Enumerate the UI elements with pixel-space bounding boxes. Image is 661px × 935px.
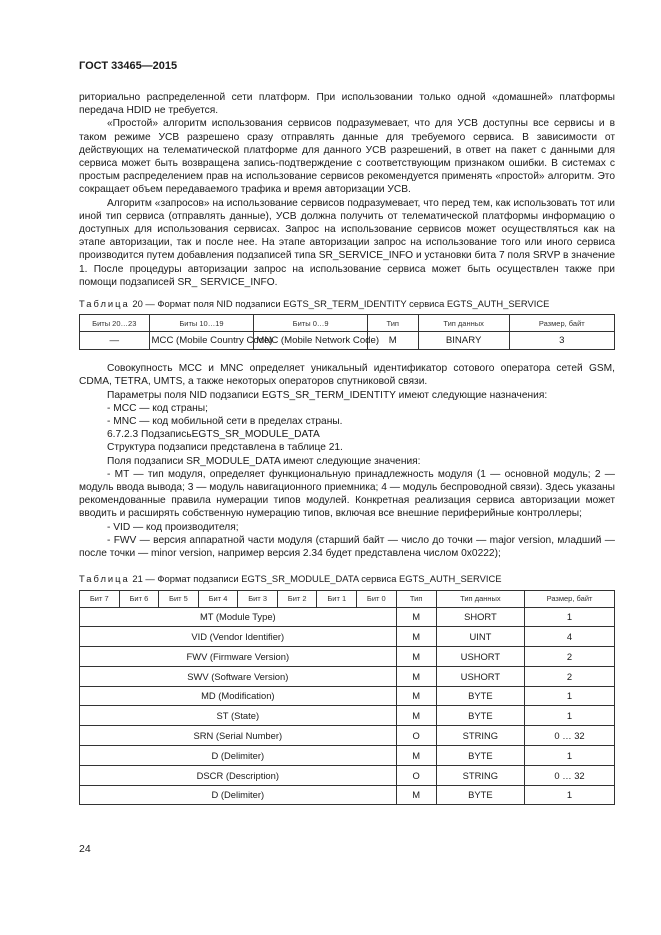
- table-cell: 1: [525, 706, 615, 726]
- table-cell: O: [396, 765, 436, 785]
- section-heading: 6.7.2.3 ПодзаписьEGTS_SR_MODULE_DATA: [107, 429, 320, 441]
- table-cell: VID (Vendor Identifier): [80, 627, 397, 647]
- list-item: - MCC — код страны;: [107, 402, 208, 414]
- column-header: Бит 4: [198, 590, 238, 607]
- table-cell: MD (Modification): [80, 686, 397, 706]
- document-header: ГОСТ 33465—2015: [79, 60, 178, 72]
- column-header: Бит 6: [119, 590, 159, 607]
- column-header: Бит 0: [357, 590, 397, 607]
- table-cell: 1: [525, 785, 615, 805]
- table-cell: BYTE: [436, 785, 524, 805]
- table-cell: STRING: [436, 726, 524, 746]
- column-header: Тип данных: [418, 315, 509, 332]
- table-row: [80, 706, 615, 726]
- column-header: Тип: [396, 590, 436, 607]
- table-cell: MCC (Mobile Country Code): [149, 332, 254, 350]
- table-cell: M: [367, 332, 418, 350]
- table-row: [80, 686, 615, 706]
- table-20-caption: [79, 297, 615, 310]
- list-item: - MT — тип модуля, определяет функциональную принадлежность модуля (1 — основной модуль; 2 — модуль ввода вывода; 3 — модуль навигационного приемника; 4 — модуль беспроводной связи). Здесь указаны рекомендованные правила нумерации типов модулей. Конкретная реализация сервиса авторизации может вводить и расширять собственную нумерацию типов, включая все внешние периферийные контроллеры;: [79, 468, 615, 520]
- table-cell: USHORT: [436, 647, 524, 667]
- table-cell: 0 … 32: [525, 726, 615, 746]
- table-row: [80, 746, 615, 766]
- table-cell: 1: [525, 746, 615, 766]
- table-cell: M: [396, 666, 436, 686]
- table-cell: DSCR (Description): [80, 765, 397, 785]
- table-cell: BYTE: [436, 706, 524, 726]
- table-header-row: [80, 315, 615, 332]
- table-cell: 1: [525, 607, 615, 627]
- table-cell: M: [396, 647, 436, 667]
- list-item: - VID — код производителя;: [107, 521, 239, 533]
- table-cell: MT (Module Type): [80, 607, 397, 627]
- column-header: Биты 10…19: [149, 315, 254, 332]
- table-caption-text: 20 — Формат поля NID подзаписи EGTS_SR_TERM_IDENTITY сервиса EGTS_AUTH_SERVICE: [129, 298, 550, 310]
- paragraph: «Простой» алгоритм использования сервисов подразумевает, что для УСВ доступны все сервисы и в таком режиме УСВ разрешено сразу отправлять данные для требуемого сервиса. В зависимости от действующих на телематической платформе для данного УСВ разрешений, в ответ на пакет с данными для сервиса может быть возвращена запись-подтверждение с соответствующим признаком ошибки. В системах с простым распределением прав на использование сервисов рекомендуется применять «простой» алгоритм. Это сокращает объем передаваемого трафика и время авторизации УСВ.: [79, 118, 615, 196]
- column-header: Размер, байт: [525, 590, 615, 607]
- table-cell: M: [396, 627, 436, 647]
- table-caption-label: Таблица: [79, 298, 130, 310]
- column-header: Бит 3: [238, 590, 278, 607]
- paragraph: риториально распределенной сети платформ. При использовании только одной «домашней» платформы передача HDID не требуется.: [79, 92, 615, 117]
- list-item: - FWV — версия аппаратной части модуля (старший байт — число до точки — major version, младший — после точки — minor version, например версия 2.34 будет представлена числом 0x0222);: [79, 534, 615, 560]
- paragraph: Параметры поля NID подзаписи EGTS_SR_TERM_IDENTITY имеют следующие назначения:: [107, 389, 548, 401]
- table-cell: USHORT: [436, 666, 524, 686]
- table-cell: O: [396, 726, 436, 746]
- table-row: [80, 607, 615, 627]
- table-cell: D (Delimiter): [80, 785, 397, 805]
- table-cell: SWV (Software Version): [80, 666, 397, 686]
- column-header: Тип: [367, 315, 418, 332]
- column-header: Бит 2: [277, 590, 317, 607]
- table-cell: M: [396, 785, 436, 805]
- table-21: [79, 590, 615, 806]
- table-row: [80, 726, 615, 746]
- table-cell: 2: [525, 666, 615, 686]
- paragraph: Поля подзаписи SR_MODULE_DATA имеют следующие значения:: [107, 455, 421, 467]
- page-number: 24: [79, 843, 91, 855]
- table-20: [79, 314, 615, 350]
- page-body: [79, 91, 615, 805]
- table-row: [80, 785, 615, 805]
- paragraph: Совокупность MCC и MNC определяет уникальный идентификатор сотового оператора сетей GSM, CDMA, TETRA, UMTS, а также некоторых операторов спутниковой связи.: [79, 363, 615, 388]
- table-cell: SRN (Serial Number): [80, 726, 397, 746]
- column-header: Биты 20…23: [80, 315, 150, 332]
- table-cell: 2: [525, 647, 615, 667]
- table-cell: SHORT: [436, 607, 524, 627]
- column-header: Бит 7: [80, 590, 120, 607]
- table-cell: FWV (Firmware Version): [80, 647, 397, 667]
- table-cell: 1: [525, 686, 615, 706]
- table-header-row: [80, 590, 615, 607]
- table-cell: STRING: [436, 765, 524, 785]
- table-cell: M: [396, 746, 436, 766]
- table-cell: M: [396, 686, 436, 706]
- table-row: [80, 332, 615, 350]
- column-header: Бит 1: [317, 590, 357, 607]
- column-header: Бит 5: [159, 590, 199, 607]
- table-cell: BYTE: [436, 746, 524, 766]
- table-cell: —: [80, 332, 150, 350]
- table-cell: BYTE: [436, 686, 524, 706]
- table-cell: D (Delimiter): [80, 746, 397, 766]
- column-header: Размер, байт: [509, 315, 614, 332]
- table-row: [80, 765, 615, 785]
- table-caption-text: 21 — Формат подзаписи EGTS_SR_MODULE_DATA сервиса EGTS_AUTH_SERVICE: [129, 573, 502, 585]
- column-header: Биты 0…9: [254, 315, 367, 332]
- table-cell: 0 … 32: [525, 765, 615, 785]
- column-header: Тип данных: [436, 590, 524, 607]
- table-row: [80, 627, 615, 647]
- table-cell: UINT: [436, 627, 524, 647]
- table-cell: BINARY: [418, 332, 509, 350]
- paragraph: Структура подзаписи представлена в таблице 21.: [107, 442, 343, 454]
- paragraph: Алгоритм «запросов» на использование сервисов подразумевает, что перед тем, как использовать тот или иной тип сервиса (отправлять данные), УСВ должна получить от телематической платформы информацию о доступных для использования сервисах. Запрос на использование сервисов может осуществляться как на этапе авторизации, так и после нее. На этапе авторизации запрос на использование того или иного сервиса производится путем добавления подзаписей типа SR_SERVICE_INFO и установки бита 7 поля SRVP в значение 1. После процедуры авторизации запрос на использование сервиса может быть осуществлен также при помощи подзаписей SR_ SERVICE_INFO.: [79, 197, 615, 288]
- table-cell: MNC (Mobile Network Code): [254, 332, 367, 350]
- table-21-caption: [79, 572, 615, 585]
- table-cell: 4: [525, 627, 615, 647]
- table-row: [80, 647, 615, 667]
- table-cell: M: [396, 607, 436, 627]
- table-caption-label: Таблица: [79, 573, 130, 585]
- table-cell: ST (State): [80, 706, 397, 726]
- table-cell: M: [396, 706, 436, 726]
- table-row: [80, 666, 615, 686]
- list-item: - MNC — код мобильной сети в пределах страны.: [107, 416, 343, 428]
- table-cell: 3: [509, 332, 614, 350]
